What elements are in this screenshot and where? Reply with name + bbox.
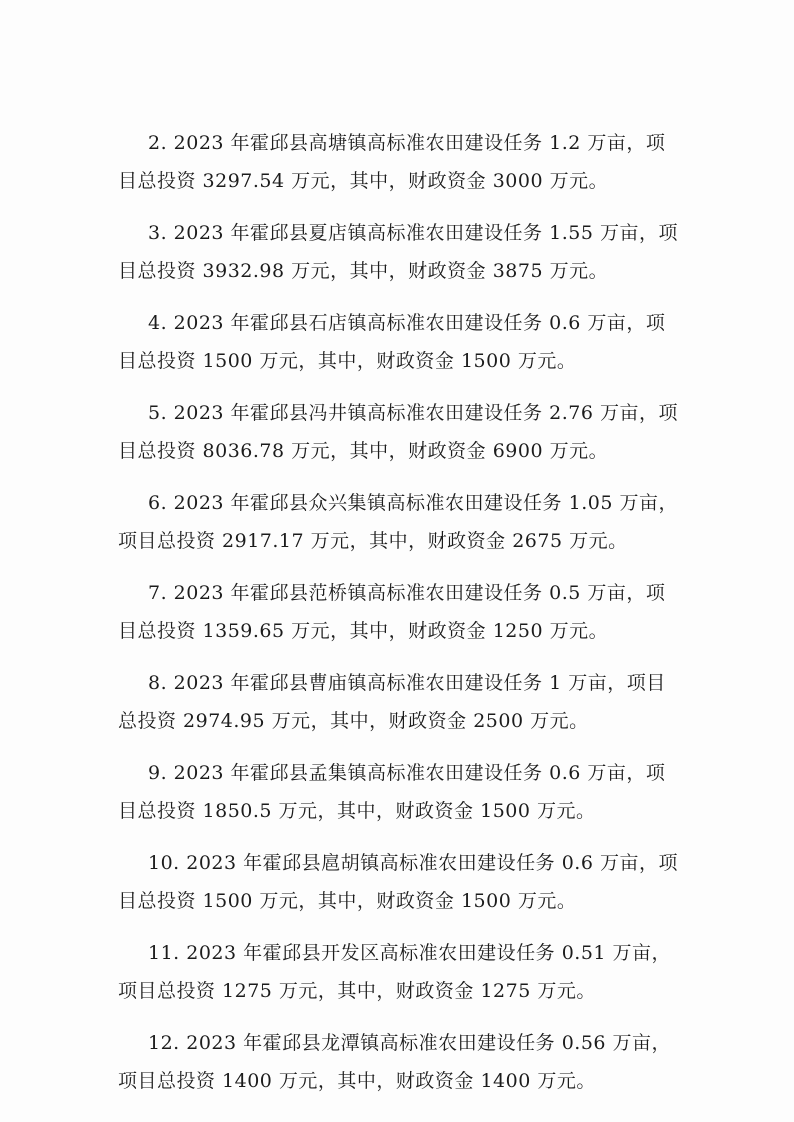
paragraph-line: 项目总投资 1400 万元，其中，财政资金 1400 万元。 — [118, 1070, 596, 1092]
paragraph-item-12 — [118, 1024, 692, 1100]
paragraph-line: 目总投资 1500 万元，其中，财政资金 1500 万元。 — [118, 350, 577, 372]
paragraph-item-3 — [118, 214, 692, 290]
paragraph-item-9 — [118, 754, 692, 830]
paragraph-line: 项目总投资 2917.17 万元，其中，财政资金 2675 万元。 — [118, 530, 628, 552]
paragraph-item-4 — [118, 304, 692, 380]
paragraph-line: 11. 2023 年霍邱县开发区高标准农田建设任务 0.51 万亩， — [148, 942, 672, 964]
paragraph-item-5 — [118, 394, 692, 470]
paragraph-item-2 — [118, 124, 692, 200]
paragraph-line: 目总投资 1500 万元，其中，财政资金 1500 万元。 — [118, 890, 577, 912]
document-body — [118, 124, 692, 1114]
paragraph-item-6 — [118, 484, 692, 560]
paragraph-line: 目总投资 8036.78 万元，其中，财政资金 6900 万元。 — [118, 440, 609, 462]
paragraph-item-11 — [118, 934, 692, 1010]
paragraph-line: 6. 2023 年霍邱县众兴集镇高标准农田建设任务 1.05 万亩， — [148, 492, 678, 514]
paragraph-line: 12. 2023 年霍邱县龙潭镇高标准农田建设任务 0.56 万亩， — [148, 1032, 672, 1054]
paragraph-item-8 — [118, 664, 692, 740]
paragraph-line: 目总投资 1359.65 万元，其中，财政资金 1250 万元。 — [118, 620, 609, 642]
paragraph-line: 4. 2023 年霍邱县石店镇高标准农田建设任务 0.6 万亩，项 — [148, 312, 666, 334]
paragraph-line: 目总投资 3297.54 万元，其中，财政资金 3000 万元。 — [118, 170, 609, 192]
paragraph-line: 10. 2023 年霍邱县扈胡镇高标准农田建设任务 0.6 万亩，项 — [148, 852, 678, 874]
paragraph-line: 项目总投资 1275 万元，其中，财政资金 1275 万元。 — [118, 980, 596, 1002]
paragraph-line: 8. 2023 年霍邱县曹庙镇高标准农田建设任务 1 万亩，项目 — [148, 672, 666, 694]
paragraph-line: 总投资 2974.95 万元，其中，财政资金 2500 万元。 — [118, 710, 589, 732]
paragraph-item-7 — [118, 574, 692, 650]
paragraph-line: 目总投资 3932.98 万元，其中，财政资金 3875 万元。 — [118, 260, 609, 282]
paragraph-item-10 — [118, 844, 692, 920]
paragraph-line: 7. 2023 年霍邱县范桥镇高标准农田建设任务 0.5 万亩，项 — [148, 582, 666, 604]
paragraph-line: 5. 2023 年霍邱县冯井镇高标准农田建设任务 2.76 万亩，项 — [148, 402, 678, 424]
paragraph-line: 2. 2023 年霍邱县高塘镇高标准农田建设任务 1.2 万亩，项 — [148, 132, 666, 154]
paragraph-line: 9. 2023 年霍邱县孟集镇高标准农田建设任务 0.6 万亩，项 — [148, 762, 666, 784]
paragraph-line: 3. 2023 年霍邱县夏店镇高标准农田建设任务 1.55 万亩，项 — [148, 222, 678, 244]
paragraph-line: 目总投资 1850.5 万元，其中，财政资金 1500 万元。 — [118, 800, 596, 822]
